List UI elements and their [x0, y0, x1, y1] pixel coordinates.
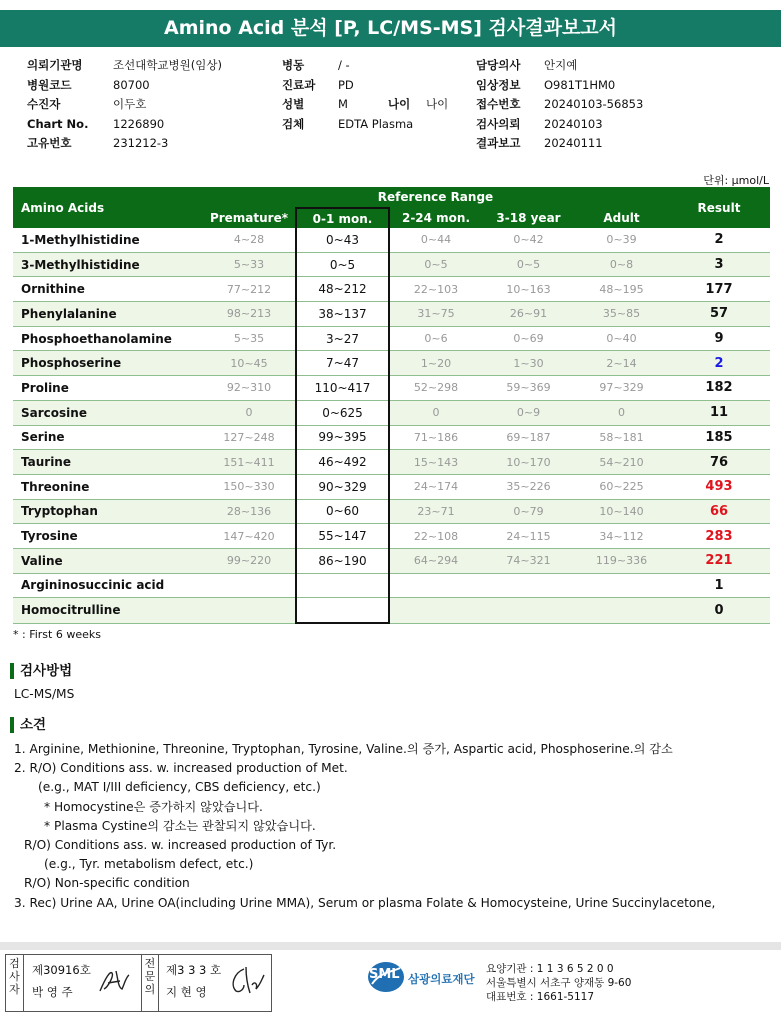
reference-range: 0~625: [296, 400, 389, 425]
info-label: 결과보고: [476, 136, 521, 151]
specialist-license: 제3 3 3 호: [166, 963, 222, 977]
amino-acid-name: Proline: [13, 376, 203, 401]
reference-range: 15~143: [389, 450, 482, 475]
info-label: 병원코드: [27, 77, 72, 92]
reference-range: 31~75: [389, 302, 482, 327]
reference-range: 0~5: [296, 252, 389, 277]
col-header-result: Result: [668, 187, 770, 228]
table-row: [13, 302, 770, 327]
amino-acid-name: 3-Methylhistidine: [13, 252, 203, 277]
reference-range: [575, 573, 668, 598]
reference-range: 52~298: [389, 376, 482, 401]
tester-name: 박 영 주: [32, 985, 73, 999]
table-row: [13, 548, 770, 573]
reference-range: 0: [389, 400, 482, 425]
amino-acid-name: Phenylalanine: [13, 302, 203, 327]
reference-range: 10~45: [203, 351, 296, 376]
logo-name: 삼광의료재단: [408, 972, 475, 986]
table-row: [13, 524, 770, 549]
reference-range: 5~35: [203, 326, 296, 351]
reference-range: 99~395: [296, 425, 389, 450]
reference-range: 22~103: [389, 277, 482, 302]
reference-range: [389, 573, 482, 598]
footer-divider: [0, 942, 781, 950]
info-row: [27, 115, 222, 135]
table-row: [13, 376, 770, 401]
reference-range: 0~79: [482, 499, 575, 524]
info-row: [476, 95, 643, 115]
sub-header-0-1-mon: 0-1 mon.: [296, 208, 389, 228]
info-label: 의뢰기관명: [27, 58, 83, 72]
info-label: 고유번호: [27, 136, 72, 151]
signature-box: [5, 954, 272, 1012]
reference-range: 58~181: [575, 425, 668, 450]
reference-range: 26~91: [482, 302, 575, 327]
info-label: 검사의뢰: [476, 116, 521, 131]
reference-range: 22~108: [389, 524, 482, 549]
amino-acid-table: [13, 187, 770, 624]
finding-line: 1. Arginine, Methionine, Threonine, Tryptophan, Tyrosine, Valine.의 증가, Aspartic acid, Phosphoserine.의 감소: [14, 742, 673, 756]
institution-phone: 대표번호 : 1661-5117: [486, 991, 595, 1003]
amino-acid-name: Tyrosine: [13, 524, 203, 549]
info-value: 80700: [113, 77, 150, 92]
finding-line: (e.g., Tyr. metabolism defect, etc.): [44, 857, 254, 872]
report-title: Amino Acid 분석 [P, LC/MS-MS] 검사결과보고서: [0, 10, 781, 47]
info-label: Chart No.: [27, 116, 89, 131]
table-row: [13, 598, 770, 623]
reference-range: 0~9: [482, 400, 575, 425]
info-value: 20240111: [544, 136, 603, 151]
result-value: 221: [668, 548, 770, 573]
info-row: [476, 76, 643, 96]
info-row: [476, 56, 643, 76]
col-header-amino: Amino Acids: [13, 187, 203, 228]
info-row: [27, 95, 222, 115]
reference-range: 0~40: [575, 326, 668, 351]
info-label: 병동: [282, 58, 305, 72]
amino-acid-name: Phosphoethanolamine: [13, 326, 203, 351]
reference-range: 46~492: [296, 450, 389, 475]
reference-range: 10~140: [575, 499, 668, 524]
info-value: 20240103-56853: [544, 97, 644, 112]
age-label: 나이: [388, 97, 411, 111]
table-row: [13, 400, 770, 425]
tester-license: 제30916호: [32, 963, 91, 977]
reference-range: [482, 573, 575, 598]
result-value: 2: [668, 228, 770, 252]
table-row: [13, 351, 770, 376]
amino-acid-name: Argininosuccinic acid: [13, 573, 203, 598]
info-row: [282, 56, 413, 76]
result-value: 493: [668, 474, 770, 499]
reference-range: 24~174: [389, 474, 482, 499]
reference-range: 3~27: [296, 326, 389, 351]
sub-header-2-24-mon: 2-24 mon.: [389, 208, 482, 228]
reference-range: 151~411: [203, 450, 296, 475]
reference-range: 0~5: [389, 252, 482, 277]
finding-line: (e.g., MAT I/III deficiency, CBS deficiency, etc.): [38, 780, 321, 795]
info-value: 이두호: [113, 97, 147, 112]
reference-range: 98~213: [203, 302, 296, 327]
info-value: M: [338, 97, 348, 112]
patient-info-left: [27, 56, 222, 154]
table-row: [13, 326, 770, 351]
reference-range: 0~44: [389, 228, 482, 252]
reference-range: 69~187: [482, 425, 575, 450]
reference-range: 99~220: [203, 548, 296, 573]
info-row: [476, 115, 643, 135]
result-value: 57: [668, 302, 770, 327]
amino-acid-name: 1-Methylhistidine: [13, 228, 203, 252]
reference-range: 0~69: [482, 326, 575, 351]
patient-info-right: [476, 56, 643, 154]
sub-header-3-18-year: 3-18 year: [482, 208, 575, 228]
reference-range: 74~321: [482, 548, 575, 573]
footnote: * : First 6 weeks: [13, 628, 101, 641]
logo-mark: SML: [369, 967, 400, 982]
reference-range: 55~147: [296, 524, 389, 549]
tester-signature-icon: [96, 967, 132, 997]
info-value: 안지예: [544, 58, 578, 72]
info-value: 조선대학교병원(임상): [113, 58, 222, 72]
reference-range: 71~186: [389, 425, 482, 450]
finding-line: 3. Rec) Urine AA, Urine OA(including Urine MMA), Serum or plasma Folate & Homocysteine, Urine Succinylacetone,: [14, 895, 716, 910]
reference-range: 97~329: [575, 376, 668, 401]
specialist-label: 전문의: [141, 955, 159, 1011]
reference-range: 0~6: [389, 326, 482, 351]
reference-range: 28~136: [203, 499, 296, 524]
amino-acid-name: Taurine: [13, 450, 203, 475]
table-row: [13, 450, 770, 475]
reference-range: [203, 598, 296, 623]
amino-acid-name: Homocitrulline: [13, 598, 203, 623]
reference-range: 0~43: [296, 228, 389, 252]
table-row: [13, 425, 770, 450]
info-row: [27, 134, 222, 154]
findings-text: [14, 740, 715, 913]
info-value: / -: [338, 58, 350, 72]
amino-acid-name: Sarcosine: [13, 400, 203, 425]
unit-label: 단위: μmol/L: [703, 174, 769, 187]
info-row: [27, 56, 222, 76]
info-label: 임상정보: [476, 77, 521, 92]
amino-acid-name: Threonine: [13, 474, 203, 499]
table-row: [13, 252, 770, 277]
result-value: 185: [668, 425, 770, 450]
table-row: [13, 499, 770, 524]
institution-code: 요양기관 : 1 1 3 6 5 2 0 0: [486, 963, 614, 975]
reference-range: 35~226: [482, 474, 575, 499]
reference-range: 64~294: [389, 548, 482, 573]
amino-acid-name: Ornithine: [13, 277, 203, 302]
reference-range: 77~212: [203, 277, 296, 302]
reference-range: 10~163: [482, 277, 575, 302]
specialist-signature-icon: [226, 963, 266, 999]
reference-range: 34~112: [575, 524, 668, 549]
info-value: 231212-3: [113, 136, 169, 151]
institution-address: 서울특별시 서초구 양재동 9-60: [486, 977, 632, 989]
info-value: PD: [338, 77, 354, 92]
reference-range: 10~170: [482, 450, 575, 475]
reference-range: [203, 573, 296, 598]
reference-range: 59~369: [482, 376, 575, 401]
result-value: 2: [668, 351, 770, 376]
info-value: EDTA Plasma: [338, 116, 414, 131]
reference-range: 147~420: [203, 524, 296, 549]
reference-range: 0~5: [482, 252, 575, 277]
result-value: 9: [668, 326, 770, 351]
reference-range: [296, 598, 389, 623]
reference-range: 60~225: [575, 474, 668, 499]
reference-range: 119~336: [575, 548, 668, 573]
age-value: 나이: [426, 97, 449, 111]
table-row: [13, 228, 770, 252]
info-value: O981T1HM0: [544, 77, 616, 92]
reference-range: 4~28: [203, 228, 296, 252]
reference-range: 24~115: [482, 524, 575, 549]
result-value: 0: [668, 598, 770, 623]
result-value: 3: [668, 252, 770, 277]
info-row: [282, 76, 413, 96]
info-label: 검체: [282, 116, 305, 131]
reference-range: [575, 598, 668, 623]
info-label: 진료과: [282, 77, 316, 92]
reference-range: 127~248: [203, 425, 296, 450]
finding-line: R/O) Non-specific condition: [24, 876, 190, 891]
sub-header-adult: Adult: [575, 208, 668, 228]
info-row: [27, 76, 222, 96]
sub-header-premature: Premature*: [203, 208, 296, 228]
reference-range: 90~329: [296, 474, 389, 499]
reference-range: [389, 598, 482, 623]
table-row: [13, 573, 770, 598]
reference-range: [296, 573, 389, 598]
reference-range: 7~47: [296, 351, 389, 376]
amino-acid-name: Serine: [13, 425, 203, 450]
reference-range: 0~42: [482, 228, 575, 252]
info-label: 담당의사: [476, 58, 521, 72]
info-value: 1226890: [113, 116, 165, 131]
result-value: 66: [668, 499, 770, 524]
info-label: 성별: [282, 97, 305, 112]
reference-range: 0~39: [575, 228, 668, 252]
info-row: [282, 115, 413, 135]
reference-range: [482, 598, 575, 623]
tester-label: 검사자: [6, 955, 24, 1011]
result-value: 76: [668, 450, 770, 475]
amino-acid-name: Valine: [13, 548, 203, 573]
reference-range: 92~310: [203, 376, 296, 401]
reference-range: 0~8: [575, 252, 668, 277]
reference-range: 86~190: [296, 548, 389, 573]
reference-range: 38~137: [296, 302, 389, 327]
reference-range: 5~33: [203, 252, 296, 277]
specialist-name: 지 현 영: [166, 985, 207, 999]
reference-range: 35~85: [575, 302, 668, 327]
sml-logo: [366, 958, 486, 998]
info-label: 수진자: [27, 97, 61, 112]
result-value: 11: [668, 400, 770, 425]
findings-title: 소견: [10, 717, 46, 733]
reference-range: 0: [203, 400, 296, 425]
reference-range: 0: [575, 400, 668, 425]
reference-range: 48~195: [575, 277, 668, 302]
reference-range: 1~20: [389, 351, 482, 376]
finding-line: 2. R/O) Conditions ass. w. increased production of Met.: [14, 761, 348, 776]
info-value: 20240103: [544, 116, 603, 131]
reference-range: 0~60: [296, 499, 389, 524]
result-value: 182: [668, 376, 770, 401]
reference-range: 48~212: [296, 277, 389, 302]
method-text: LC-MS/MS: [14, 687, 75, 701]
result-value: 283: [668, 524, 770, 549]
reference-range: 150~330: [203, 474, 296, 499]
method-title: 검사방법: [10, 663, 72, 679]
result-value: 1: [668, 573, 770, 598]
reference-range: 1~30: [482, 351, 575, 376]
reference-range: 54~210: [575, 450, 668, 475]
info-row: [476, 134, 643, 154]
reference-range: 2~14: [575, 351, 668, 376]
table-row: [13, 277, 770, 302]
finding-line: * Plasma Cystine의 감소는 관찰되지 않았습니다.: [44, 818, 316, 833]
reference-range: 23~71: [389, 499, 482, 524]
reference-range: 110~417: [296, 376, 389, 401]
amino-acid-name: Phosphoserine: [13, 351, 203, 376]
info-label: 접수번호: [476, 97, 521, 112]
finding-line: R/O) Conditions ass. w. increased production of Tyr.: [24, 838, 337, 853]
age-field: [388, 95, 448, 115]
col-header-reference: Reference Range: [203, 187, 668, 208]
institution-info: [486, 962, 631, 1004]
amino-acid-name: Tryptophan: [13, 499, 203, 524]
table-row: [13, 474, 770, 499]
finding-line: * Homocystine은 증가하지 않았습니다.: [44, 799, 263, 814]
result-value: 177: [668, 277, 770, 302]
